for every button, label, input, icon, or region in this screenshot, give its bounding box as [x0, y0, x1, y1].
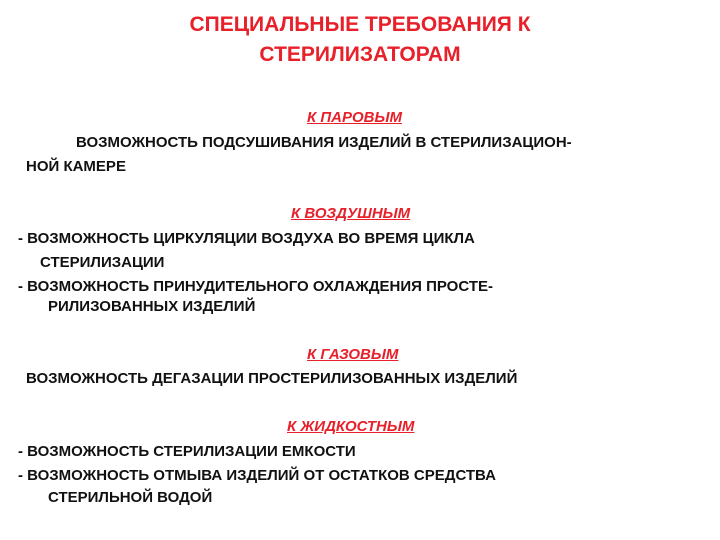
- section-air-line-4: РИЛИЗОВАННЫХ ИЗДЕЛИЙ: [48, 298, 256, 315]
- section-air-line-1: - ВОЗМОЖНОСТЬ ЦИРКУЛЯЦИИ ВОЗДУХА ВО ВРЕМЯ ЦИКЛА: [18, 230, 475, 247]
- section-steam-line-2: НОЙ КАМЕРЕ: [26, 158, 126, 175]
- section-heading-gas: К ГАЗОВЫМ: [307, 346, 399, 363]
- section-heading-liquid: К ЖИДКОСТНЫМ: [287, 418, 415, 435]
- section-gas-line-1: ВОЗМОЖНОСТЬ ДЕГАЗАЦИИ ПРОСТЕРИЛИЗОВАННЫХ ИЗДЕЛИЙ: [26, 370, 518, 387]
- section-liquid-line-3: СТЕРИЛЬНОЙ ВОДОЙ: [48, 489, 213, 506]
- section-air-line-2: СТЕРИЛИЗАЦИИ: [40, 254, 165, 271]
- section-heading-air: К ВОЗДУШНЫМ: [291, 205, 411, 222]
- section-liquid-line-2: - ВОЗМОЖНОСТЬ ОТМЫВА ИЗДЕЛИЙ ОТ ОСТАТКОВ СРЕДСТВА: [18, 467, 496, 484]
- title-line-1: СПЕЦИАЛЬНЫЕ ТРЕБОВАНИЯ К: [189, 13, 531, 36]
- title-line-2: СТЕРИЛИЗАТОРАМ: [259, 43, 461, 66]
- section-air-line-3: - ВОЗМОЖНОСТЬ ПРИНУДИТЕЛЬНОГО ОХЛАЖДЕНИЯ ПРОСТЕ-: [18, 278, 493, 295]
- section-steam-line-1: ВОЗМОЖНОСТЬ ПОДСУШИВАНИЯ ИЗДЕЛИЙ В СТЕРИЛИЗАЦИОН-: [76, 134, 572, 151]
- slide-title: [0, 10, 720, 70]
- section-liquid-line-1: - ВОЗМОЖНОСТЬ СТЕРИЛИЗАЦИИ ЕМКОСТИ: [18, 443, 356, 460]
- section-heading-steam: К ПАРОВЫМ: [307, 109, 403, 126]
